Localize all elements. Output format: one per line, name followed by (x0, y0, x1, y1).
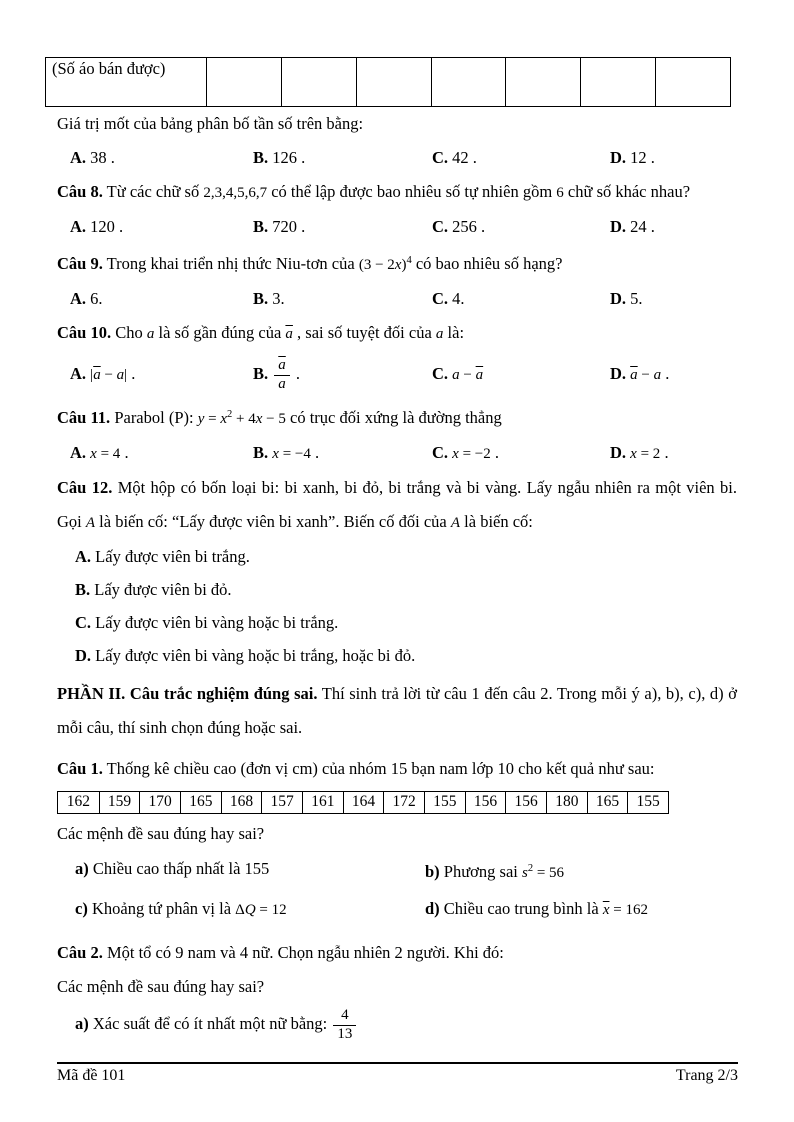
option-letter: B. (253, 217, 269, 236)
part2-question-1-items-ab (57, 851, 737, 891)
question-9-label: Câu 9. (57, 254, 103, 273)
item-b (425, 851, 737, 891)
item-text: Chiều cao trung bình là $\overline{x} = 162$ (443, 899, 648, 918)
option-text: 38 . (90, 148, 115, 167)
option-text: 120 . (90, 217, 124, 236)
table-cell: 162 (66, 793, 90, 810)
option-text: Lấy được viên bi vàng hoặc bi trắng. (95, 613, 339, 632)
option-letter: D. (75, 646, 92, 665)
table-cell (505, 58, 580, 106)
option-letter: B. (75, 580, 91, 599)
option-text: x = 2 . (630, 443, 669, 462)
table-cell: 156 (505, 792, 546, 813)
question-12-option-a (57, 540, 737, 573)
table-cell: 155 (627, 792, 668, 813)
table-cell (206, 58, 281, 106)
part2-question-2-label: Câu 2. (57, 943, 103, 962)
part2-heading-bold: PHẦN II. Câu trắc nghiệm đúng sai. (57, 684, 318, 703)
heights-table (57, 791, 669, 814)
question-10-label: Câu 10. (57, 323, 112, 342)
item-letter: b) (425, 862, 440, 881)
option-a (57, 282, 253, 316)
option-letter: B. (253, 364, 269, 383)
page-content (52, 57, 738, 1044)
question-10-options (57, 351, 737, 398)
option-d (610, 351, 737, 398)
table-cell (281, 58, 356, 106)
option-letter: C. (432, 217, 449, 236)
item-text: Chiều cao thấp nhất là 155 (92, 859, 270, 878)
question-12-option-c (57, 606, 737, 639)
option-letter: A. (70, 148, 87, 167)
option-letter: D. (610, 217, 627, 236)
question-12-option-b (57, 573, 737, 606)
option-text: 12 . (630, 148, 655, 167)
table-cell: 172 (383, 792, 424, 813)
option-text: 6. (90, 289, 103, 308)
table-cell (655, 58, 730, 106)
part2-question-2-text: Một tổ có 9 nam và 4 nữ. Chọn ngẫu nhiên 2 người. Khi đó: (106, 943, 504, 962)
item-a (57, 851, 425, 891)
option-text: Lấy được viên bi đỏ. (94, 580, 232, 599)
option-a (57, 210, 253, 244)
option-text: $a - \overline{a}$ (452, 367, 484, 383)
page-footer (57, 1062, 738, 1085)
option-text: 126 . (272, 148, 306, 167)
table-cell: 161 (302, 792, 343, 813)
question-12-stem (57, 471, 737, 540)
option-c (432, 141, 610, 175)
question-7-stem: Giá trị mốt của bảng phân bố tần số trên bằng: (57, 114, 364, 133)
part2-question-2-stem (57, 936, 737, 970)
item-text: Khoảng tứ phân vị là ΔQ = 12 (91, 899, 287, 918)
part2-question-2-prompt: Các mệnh đề sau đúng hay sai? (57, 977, 265, 996)
option-b (253, 141, 432, 175)
option-c (432, 210, 610, 244)
item-letter: a) (75, 1014, 89, 1033)
option-text: 5. (630, 289, 643, 308)
option-c (432, 282, 610, 316)
option-letter: A. (70, 289, 87, 308)
question-9-stem (57, 244, 737, 282)
option-a (57, 436, 253, 471)
option-b (253, 282, 432, 316)
part2-question-2-item-a (57, 1004, 737, 1044)
option-d (610, 436, 737, 471)
table-cell: 155 (424, 792, 465, 813)
option-c (432, 436, 610, 471)
option-letter: C. (432, 148, 449, 167)
option-a (57, 141, 253, 175)
question-9-options (57, 282, 737, 316)
part2-question-1-items-cd (57, 891, 737, 928)
option-letter: D. (610, 289, 627, 308)
table-cell: 168 (221, 792, 262, 813)
option-letter: A. (70, 443, 87, 462)
option-text: 256 . (452, 217, 486, 236)
table-cell: 164 (343, 792, 384, 813)
option-letter: A. (75, 547, 92, 566)
option-letter: C. (432, 443, 449, 462)
table-cell: 157 (261, 792, 302, 813)
option-letter: A. (70, 217, 87, 236)
item-text: Xác suất để có ít nhất một nữ bằng: $\frac{4}{13}$ (93, 1014, 359, 1033)
part2-question-1-stem (57, 752, 737, 786)
option-text: x = −4 . (272, 443, 320, 462)
option-letter: B. (253, 443, 269, 462)
table-cell: 165 (587, 792, 628, 813)
part2-question-1-prompt: Các mệnh đề sau đúng hay sai? (57, 824, 265, 843)
table-cell: 159 (99, 792, 140, 813)
part2-heading (57, 677, 737, 745)
item-letter: d) (425, 899, 440, 918)
option-text: 42 . (452, 148, 477, 167)
option-d (610, 141, 737, 175)
option-text: 4. (452, 289, 465, 308)
item-d (425, 891, 737, 928)
item-letter: a) (75, 859, 89, 878)
top-table-label-cell: (Số áo bán được) (52, 59, 166, 78)
question-8-label: Câu 8. (57, 182, 103, 201)
question-11-options (57, 436, 737, 471)
option-letter: C. (75, 613, 92, 632)
table-cell: 170 (139, 792, 180, 813)
option-text: Lấy được viên bi vàng hoặc bi trắng, hoặc bi đỏ. (95, 646, 416, 665)
option-letter: A. (70, 364, 87, 383)
table-cell (356, 58, 431, 106)
question-9-text: Trong khai triển nhị thức Niu-tơn của $(3 - 2x)^4$ có bao nhiêu số hạng? (106, 254, 563, 273)
footer-exam-code: Mã đề 101 (57, 1067, 126, 1084)
option-letter: C. (432, 364, 449, 383)
option-letter: B. (253, 148, 269, 167)
option-a (57, 351, 253, 398)
table-cell: 165 (180, 792, 221, 813)
question-8-options (57, 210, 737, 244)
item-c (57, 891, 425, 928)
question-11-label: Câu 11. (57, 408, 111, 427)
question-8-text: Từ các chữ số 2,3,4,5,6,7 có thể lập được bao nhiêu số tự nhiên gồm 6 chữ số khác nhau? (106, 182, 691, 201)
question-10-stem (57, 316, 737, 351)
option-text: Lấy được viên bi trắng. (95, 547, 250, 566)
option-text: 3. (272, 289, 285, 308)
option-text: 24 . (630, 217, 655, 236)
option-b (253, 210, 432, 244)
item-text: Phương sai $s^2 = 56$ (443, 862, 565, 881)
option-c (432, 351, 610, 398)
option-text: $\frac{\overline{a}}{a}$ . (272, 364, 300, 383)
question-10-text: Cho a là số gần đúng của $\overline{a}$ , sai số tuyệt đối của a là: (115, 323, 465, 342)
option-letter: B. (253, 289, 269, 308)
option-text: x = −2 . (452, 443, 500, 462)
option-letter: D. (610, 364, 627, 383)
top-frequency-table (45, 57, 731, 107)
table-cell (431, 58, 506, 106)
option-b (253, 351, 432, 398)
question-8-stem (57, 175, 737, 210)
part2-question-1-label: Câu 1. (57, 759, 103, 778)
table-cell: 156 (465, 792, 506, 813)
question-12-option-d (57, 639, 737, 672)
question-11-stem (57, 398, 737, 436)
question-12-text: Một hộp có bốn loại bi: bi xanh, bi đỏ, bi trắng và bi vàng. Lấy ngẫu nhiên ra một viên bi. Gọi A là biến cố: “Lấy được viên bi xanh”. Biến cố đối của A là biến cố: (57, 478, 738, 531)
option-text: x = 4 . (90, 443, 129, 462)
option-d (610, 210, 737, 244)
option-letter: D. (610, 148, 627, 167)
question-7-options (57, 141, 737, 175)
option-letter: C. (432, 289, 449, 308)
question-11-text: Parabol (P): $y = x^2 + 4x - 5$ có trục đối xứng là đường thẳng (114, 408, 502, 427)
table-cell: 180 (546, 792, 587, 813)
table-cell (580, 58, 655, 106)
option-b (253, 436, 432, 471)
option-letter: D. (610, 443, 627, 462)
question-12-label: Câu 12. (57, 478, 113, 497)
option-d (610, 282, 737, 316)
option-text: $|\overline{a} - a|$ . (90, 364, 136, 383)
item-letter: c) (75, 899, 88, 918)
part2-heading-rest: Thí sinh trả lời từ câu 1 đến câu 2. Trong mỗi ý a), b), c), d) ở mỗi câu, thí sinh chọn đúng hoặc sai. (57, 684, 737, 737)
part2-question-1-text: Thống kê chiều cao (đơn vị cm) của nhóm 15 bạn nam lớp 10 cho kết quả như sau: (106, 759, 655, 778)
option-text: 720 . (272, 217, 306, 236)
footer-page-number: Trang 2/3 (675, 1067, 738, 1084)
option-text: $\overline{a} - a$ . (630, 364, 670, 383)
